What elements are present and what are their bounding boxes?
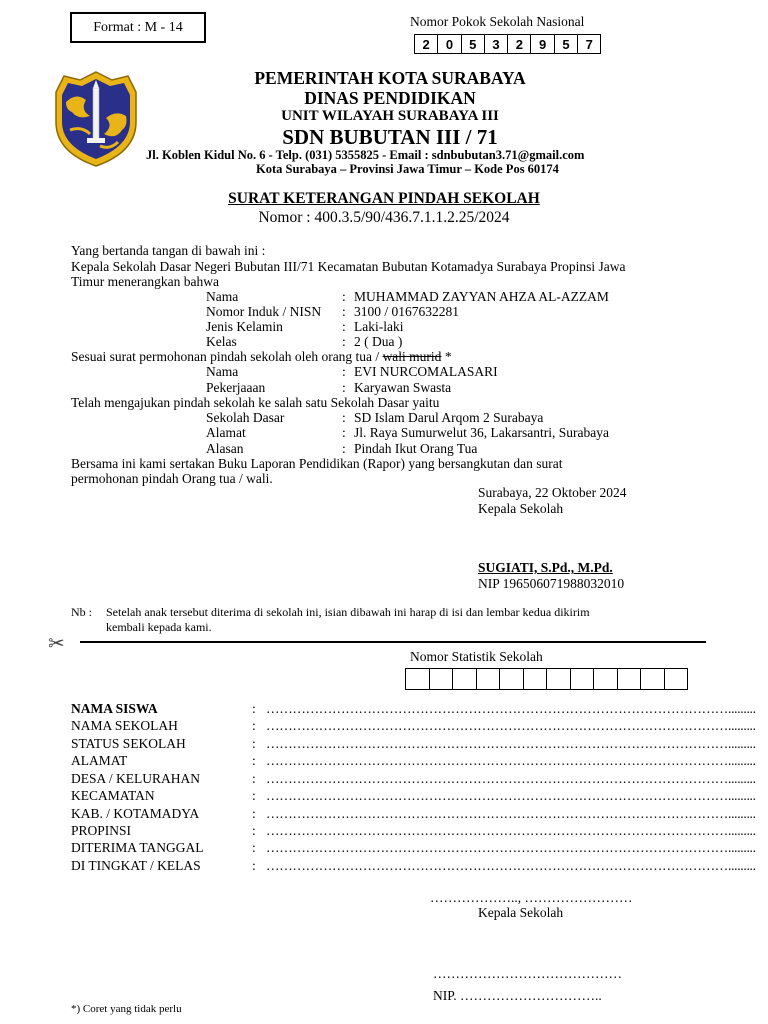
- colon: :: [252, 788, 256, 803]
- request-line: [71, 349, 452, 365]
- npsn-digit: 7: [577, 34, 601, 54]
- npsn-digit: 2: [507, 34, 531, 54]
- parent-name-label: Nama: [206, 364, 239, 379]
- dest-address-value: Jl. Raya Sumurwelut 36, Lakarsantri, Surabaya: [354, 425, 609, 440]
- scissors-icon: ✂: [48, 631, 65, 655]
- colon: :: [252, 771, 256, 786]
- dest-school-value: SD Islam Darul Arqom 2 Surabaya: [354, 410, 544, 425]
- fill-line[interactable]: …………………………………………………………………………………………….........: [266, 736, 756, 751]
- field-label-school-name: NAMA SEKOLAH: [71, 718, 178, 733]
- colon: :: [342, 441, 346, 456]
- colon: :: [342, 410, 346, 425]
- nss-box[interactable]: [429, 668, 454, 690]
- field-label-province: PROPINSI: [71, 823, 132, 838]
- format-code: Format : M - 14: [70, 12, 206, 43]
- colon: :: [342, 319, 346, 334]
- nss-box[interactable]: [617, 668, 642, 690]
- field-label-grade: DI TINGKAT / KELAS: [71, 858, 201, 873]
- student-name-label: Nama: [206, 289, 239, 304]
- parent-job-label: Pekerjaaan: [206, 380, 266, 395]
- colon: :: [252, 858, 256, 873]
- nss-box[interactable]: [523, 668, 548, 690]
- npsn-boxes: [414, 34, 601, 54]
- student-class-value: 2 ( Dua ): [354, 334, 403, 349]
- letter-title: SURAT KETERANGAN PINDAH SEKOLAH: [228, 190, 540, 207]
- nss-label: Nomor Statistik Sekolah: [410, 649, 543, 664]
- field-label-district: KECAMATAN: [71, 788, 155, 803]
- receiver-position: Kepala Sekolah: [478, 905, 564, 920]
- parent-name-value: EVI NURCOMALASARI: [354, 364, 498, 379]
- unit-name: UNIT WILAYAH SURABAYA III: [281, 108, 499, 124]
- field-label-school-status: STATUS SEKOLAH: [71, 736, 186, 751]
- school-city: Kota Surabaya – Provinsi Jawa Timur – Kode Pos 60174: [256, 162, 559, 176]
- colon: :: [252, 718, 256, 733]
- dest-reason-value: Pindah Ikut Orang Tua: [354, 441, 478, 456]
- fill-line[interactable]: …………………………………………………………………………………………….........: [266, 858, 756, 873]
- colon: :: [252, 823, 256, 838]
- note-label: Nb :: [71, 605, 92, 619]
- nss-box[interactable]: [499, 668, 524, 690]
- student-gender-label: Jenis Kelamin: [206, 319, 283, 334]
- nss-box[interactable]: [405, 668, 430, 690]
- npsn-digit: 2: [414, 34, 438, 54]
- intro-line: Kepala Sekolah Dasar Negeri Bubutan III/71 Kecamatan Bubutan Kotamadya Surabaya Propinsi Jawa: [71, 259, 626, 274]
- closing-line: Bersama ini kami sertakan Buku Laporan Pendidikan (Rapor) yang bersangkutan dan surat: [71, 456, 563, 471]
- student-nisn-value: 3100 / 0167632281: [354, 304, 460, 319]
- request-mark: *: [441, 349, 452, 364]
- student-gender-value: Laki-laki: [354, 319, 404, 334]
- colon: :: [252, 753, 256, 768]
- colon: :: [342, 380, 346, 395]
- colon: :: [342, 289, 346, 304]
- colon: :: [342, 425, 346, 440]
- sign-name: SUGIATI, S.Pd., M.Pd.: [478, 560, 613, 575]
- nss-box[interactable]: [593, 668, 618, 690]
- nss-box[interactable]: [452, 668, 477, 690]
- dept-name: DINAS PENDIDIKAN: [304, 88, 476, 108]
- city-emblem-logo: [52, 70, 140, 168]
- npsn-digit: 3: [484, 34, 508, 54]
- student-nisn-label: Nomor Induk / NISN: [206, 304, 322, 319]
- field-label-received-date: DITERIMA TANGGAL: [71, 840, 204, 855]
- field-label-village: DESA / KELURAHAN: [71, 771, 201, 786]
- dest-reason-label: Alasan: [206, 441, 244, 456]
- fill-line[interactable]: …………………………………………………………………………………………….........: [266, 753, 756, 768]
- receiver-sign-line[interactable]: ……………………………………: [433, 966, 622, 981]
- parent-job-value: Karyawan Swasta: [354, 380, 452, 395]
- nss-box[interactable]: [570, 668, 595, 690]
- nss-box[interactable]: [664, 668, 689, 690]
- colon: :: [342, 304, 346, 319]
- receiver-date-line[interactable]: ……………….., ……………………: [430, 890, 633, 905]
- gov-name: PEMERINTAH KOTA SURABAYA: [254, 68, 526, 88]
- student-name-value: MUHAMMAD ZAYYAN AHZA AL-AZZAM: [354, 289, 609, 304]
- npsn-digit: 9: [530, 34, 554, 54]
- nss-box[interactable]: [546, 668, 571, 690]
- cut-line: [80, 641, 706, 643]
- sign-nip: NIP 196506071988032010: [478, 576, 625, 591]
- fill-line[interactable]: …………………………………………………………………………………………….........: [266, 718, 756, 733]
- sign-place-date: Surabaya, 22 Oktober 2024: [478, 485, 627, 500]
- colon: :: [342, 334, 346, 349]
- dest-address-label: Alamat: [206, 425, 246, 440]
- dest-school-label: Sekolah Dasar: [206, 410, 285, 425]
- intro-line: Yang bertanda tangan di bawah ini :: [71, 243, 266, 258]
- apply-line: Telah mengajukan pindah sekolah ke salah satu Sekolah Dasar yaitu: [71, 395, 440, 410]
- letter-number: Nomor : 400.3.5/90/436.7.1.1.2.25/2024: [258, 209, 510, 226]
- footnote: *) Coret yang tidak perlu: [71, 1003, 182, 1015]
- request-strikethrough: wali murid: [382, 349, 442, 364]
- colon: :: [252, 806, 256, 821]
- field-label-address: ALAMAT: [71, 753, 128, 768]
- request-text: Sesuai surat permohonan pindah sekolah oleh orang tua /: [71, 349, 383, 364]
- note-text: Setelah anak tersebut diterima di sekolah ini, isian dibawah ini harap di isi dan lembar kedua dikirim: [106, 605, 590, 619]
- school-address: Jl. Koblen Kidul No. 6 - Telp. (031) 5355825 - Email : sdnbubutan3.71@gmail.com: [146, 148, 585, 162]
- field-label-student-name: NAMA SISWA: [71, 701, 158, 716]
- npsn-digit: 5: [461, 34, 485, 54]
- fill-line[interactable]: …………………………………………………………………………………………….........: [266, 788, 756, 803]
- npsn-digit: 0: [437, 34, 461, 54]
- fill-line[interactable]: …………………………………………………………………………………………….........: [266, 771, 756, 786]
- sign-position: Kepala Sekolah: [478, 501, 564, 516]
- npsn-digit: 5: [554, 34, 578, 54]
- student-class-label: Kelas: [206, 334, 237, 349]
- nss-box[interactable]: [476, 668, 501, 690]
- field-label-city: KAB. / KOTAMADYA: [71, 806, 200, 821]
- nss-boxes[interactable]: [405, 668, 688, 690]
- closing-line: permohonan pindah Orang tua / wali.: [71, 471, 273, 486]
- fill-line[interactable]: …………………………………………………………………………………………….........: [266, 701, 756, 716]
- school-name: SDN BUBUTAN III / 71: [282, 125, 498, 149]
- fill-line[interactable]: …………………………………………………………………………………………….........: [266, 840, 756, 855]
- receiver-nip-line[interactable]: NIP. …………………………..: [433, 988, 602, 1003]
- colon: :: [252, 701, 256, 716]
- colon: :: [252, 840, 256, 855]
- colon: :: [252, 736, 256, 751]
- fill-line[interactable]: …………………………………………………………………………………………….........: [266, 823, 756, 838]
- npsn-label: Nomor Pokok Sekolah Nasional: [410, 14, 585, 29]
- nss-box[interactable]: [640, 668, 665, 690]
- colon: :: [342, 364, 346, 379]
- note-text: kembali kepada kami.: [106, 620, 212, 634]
- intro-line: Timur menerangkan bahwa: [71, 274, 219, 289]
- fill-line[interactable]: …………………………………………………………………………………………….........: [266, 806, 756, 821]
